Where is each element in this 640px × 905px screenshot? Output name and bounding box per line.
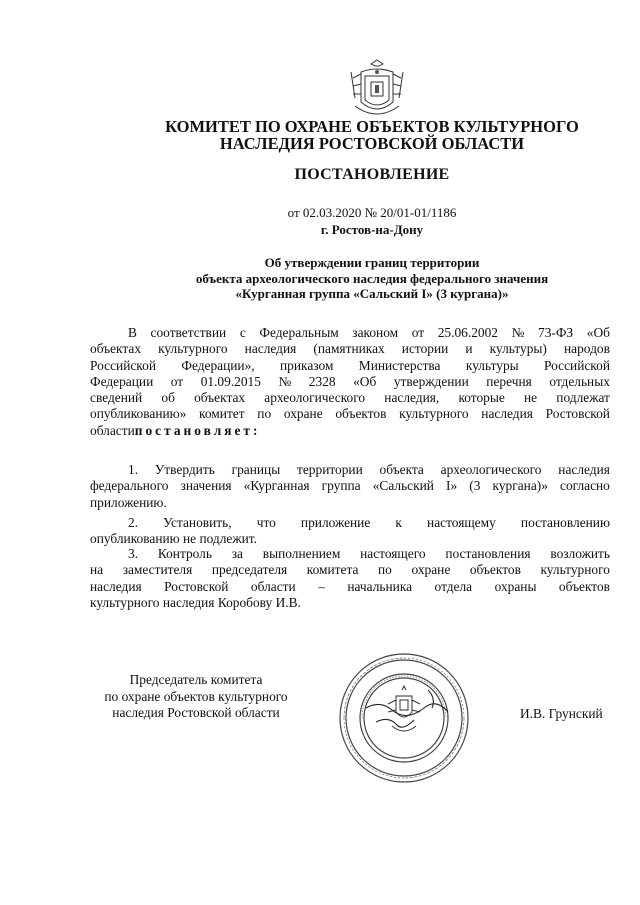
preamble-line: опубликованию» комитет по охране объектов культурного наследия Ростовской: [90, 406, 610, 422]
decree-word: постановляет:: [134, 422, 261, 438]
signatory-title: [86, 672, 306, 722]
signatory-title-line2: по охране объектов культурного: [104, 688, 288, 704]
signatory-title-line1: Председатель комитета: [129, 672, 263, 687]
item-line: культурного наследия Коробову И.В.: [90, 594, 301, 610]
document-date-number: от 02.03.2020 № 20/01-01/1186: [287, 205, 457, 220]
subject-line2: объекта археологического наследия федерального значения: [195, 270, 549, 286]
document-subject: [52, 255, 640, 302]
organization-name-line2: НАСЛЕДИЯ РОСТОВСКОЙ ОБЛАСТИ: [219, 134, 525, 153]
signatory-name: И.В. Грунский: [520, 706, 603, 721]
item-line: 3. Контроль за выполнением настоящего постановления возложить: [128, 546, 610, 561]
subject-line1: Об утверждении границ территории: [264, 255, 480, 270]
official-seal-stamp: [336, 650, 472, 786]
preamble-paragraph: [90, 325, 610, 439]
item-line: 1. Утвердить границы территории объекта археологического наследия: [128, 462, 610, 477]
preamble-line: объектах культурного наследия (памятниках истории и культуры) народов: [90, 341, 610, 357]
item-line: приложению.: [90, 494, 167, 510]
preamble-last-prefix: области: [90, 422, 135, 438]
item-1-paragraph: [90, 462, 610, 511]
coat-of-arms-emblem: [349, 58, 405, 120]
preamble-line: Российской Федерации», приказом Министерства культуры Российской: [90, 357, 610, 373]
item-3-paragraph: [90, 546, 610, 611]
signatory-title-line3: наследия Ростовской области: [112, 705, 280, 720]
document-type-title: ПОСТАНОВЛЕНИЕ: [294, 166, 450, 183]
preamble-line: В соответствии с Федеральным законом от 25.06.2002 № 73-ФЗ «Об: [128, 325, 610, 340]
item-2-paragraph: [90, 515, 610, 548]
preamble-line: Федерации от 01.09.2015 № 2328 «Об утверждении перечня отдельных: [90, 373, 610, 389]
item-line: на заместителя председателя комитета по охране объектов культурного: [90, 562, 610, 578]
item-line: наследия Ростовской области – начальника отдела охраны объектов: [90, 578, 610, 594]
subject-line3: «Курганная группа «Сальский I» (3 кургана)»: [235, 286, 509, 301]
item-line: федерального значения «Курганная группа «Сальский I» (3 кургана)» согласно: [90, 478, 610, 494]
item-line: опубликованию не подлежит.: [90, 531, 257, 547]
preamble-line: сведений об объектах археологического наследия, которые не подлежат: [90, 390, 610, 406]
preamble-last-line: [90, 423, 610, 439]
organization-name-line1: КОМИТЕТ ПО ОХРАНЕ ОБЪЕКТОВ КУЛЬТУРНОГО: [165, 117, 579, 136]
document-city: г. Ростов-на-Дону: [320, 222, 424, 237]
item-line: 2. Установить, что приложение к настоящему постановлению: [128, 515, 610, 530]
